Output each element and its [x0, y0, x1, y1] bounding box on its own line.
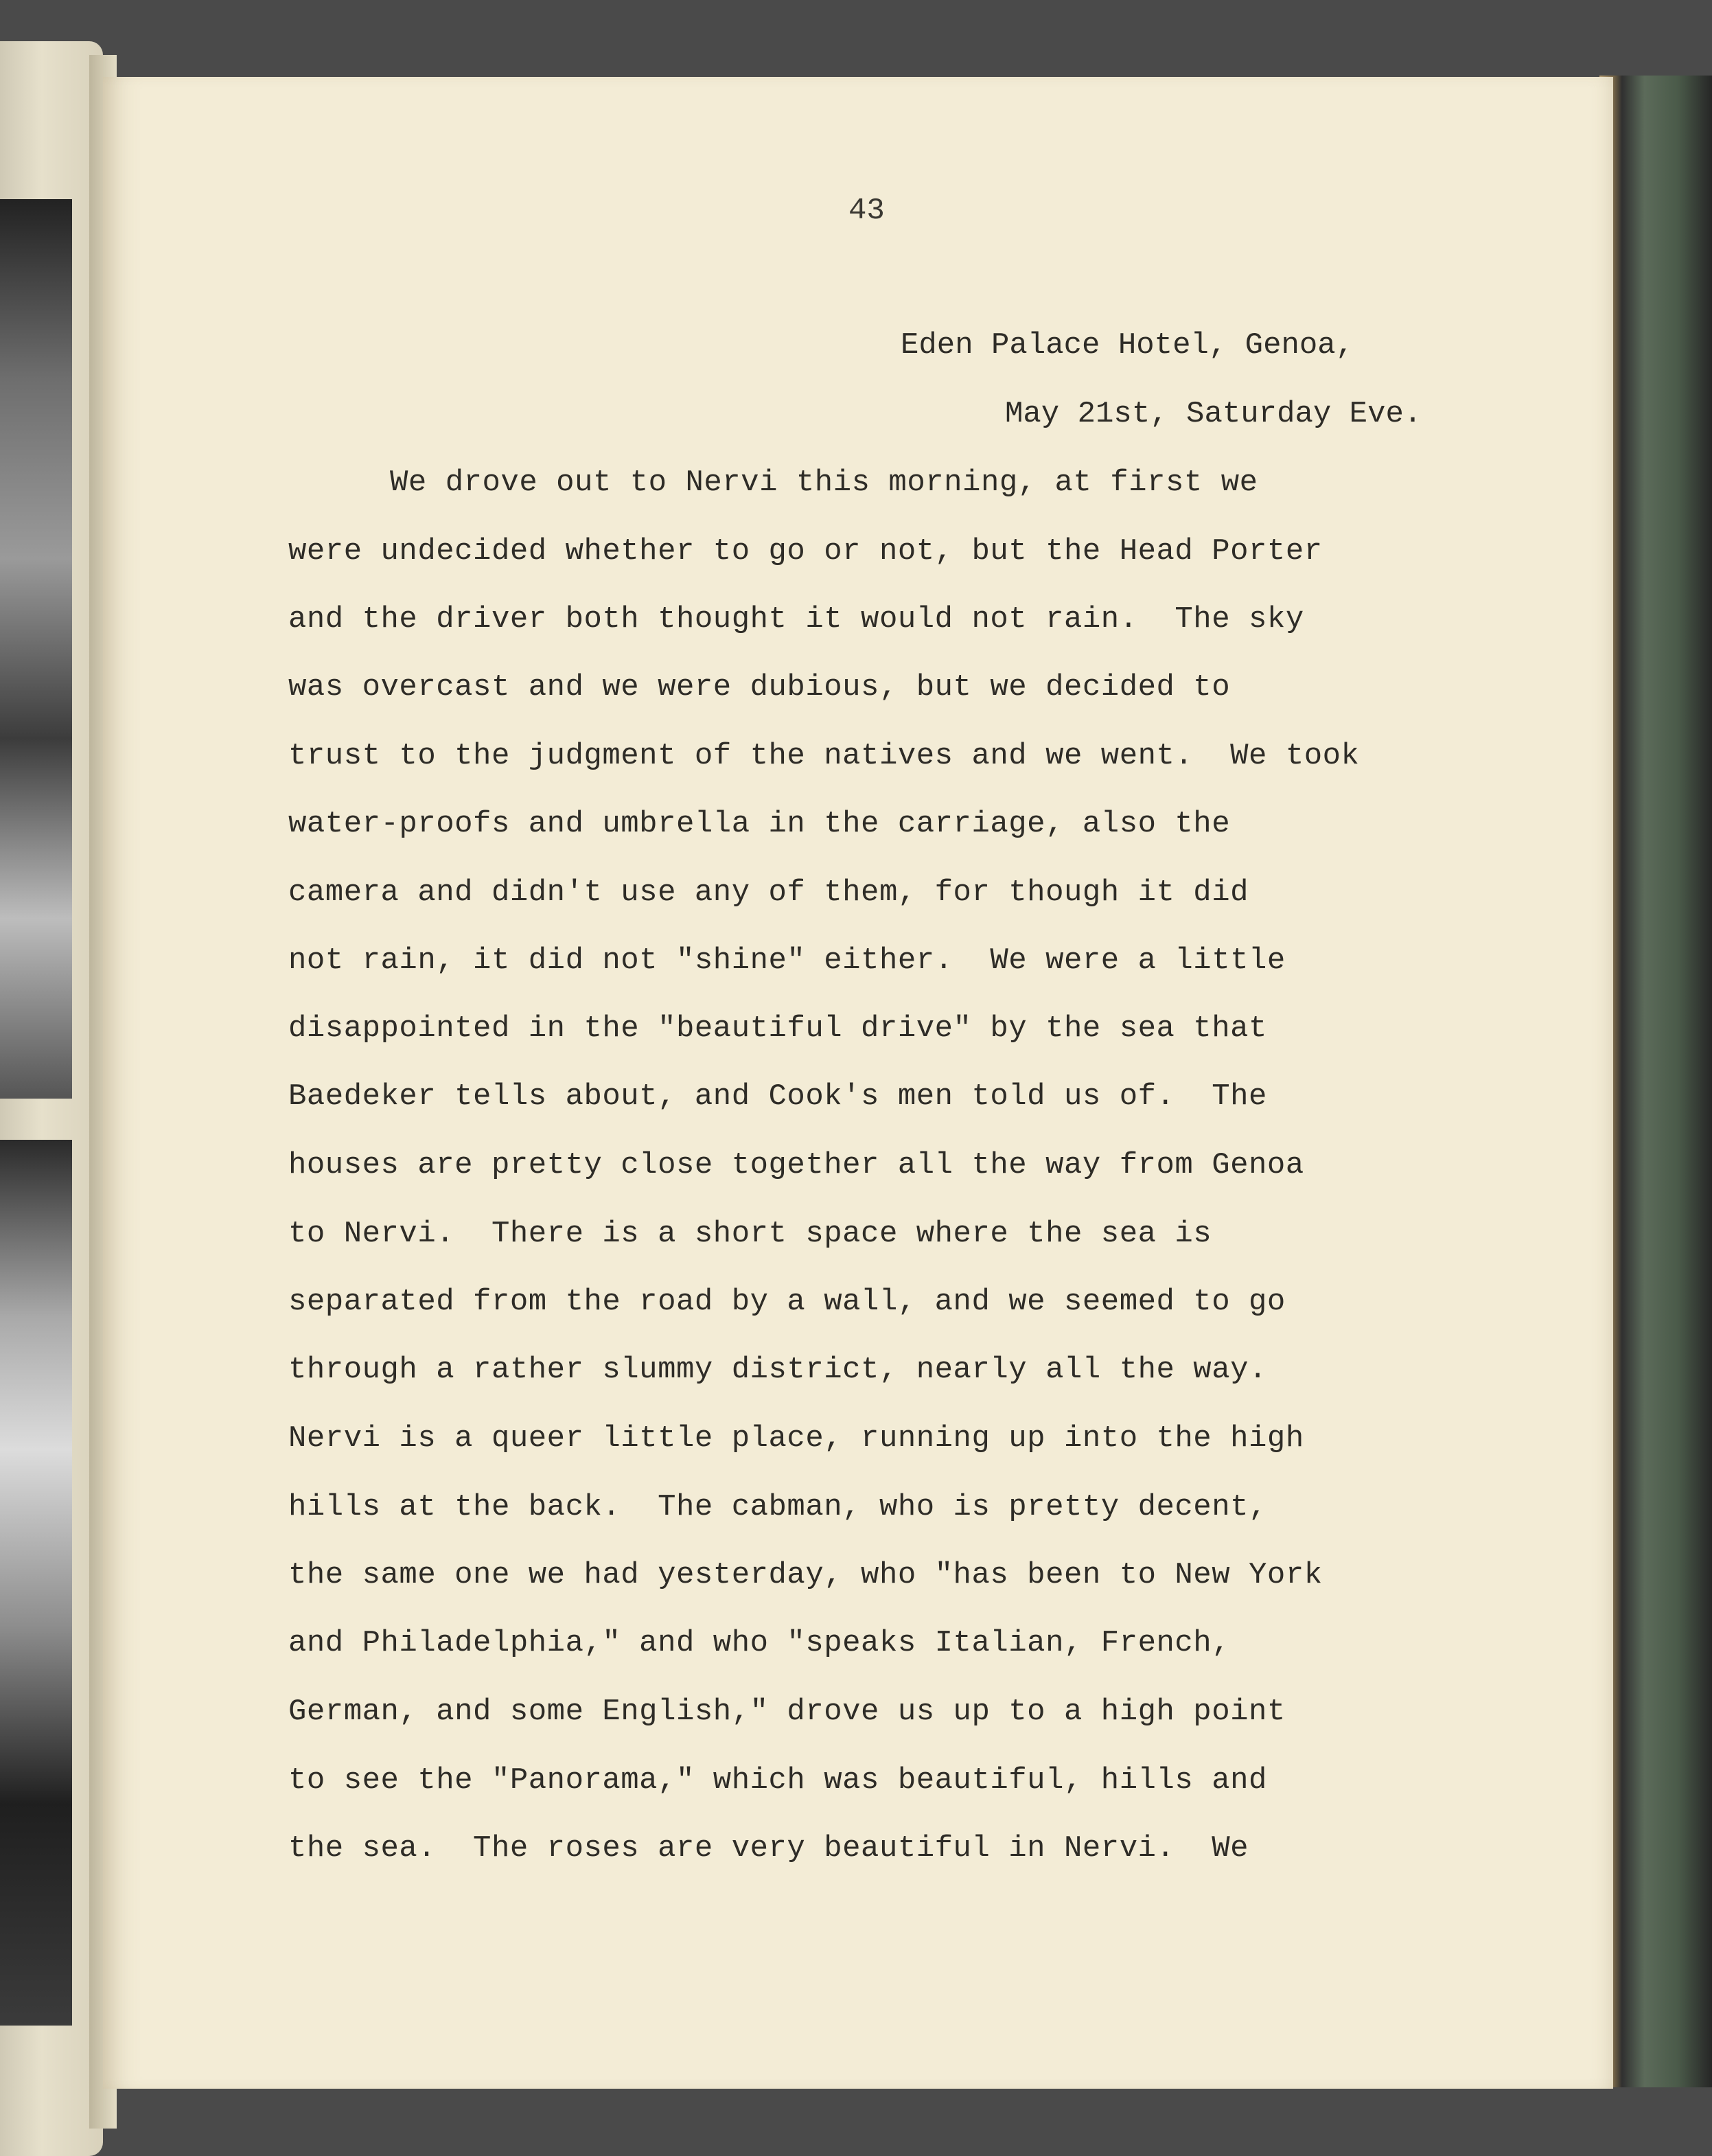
left-page-fragment	[0, 41, 103, 2156]
text-line: to Nervi. There is a short space where the sea is	[288, 1217, 1212, 1251]
text-line: Baedeker tells about, and Cook's men told us of. The	[288, 1079, 1267, 1114]
text-line: not rain, it did not "shine" either. We were a little	[288, 943, 1286, 978]
text-line: trust to the judgment of the natives and we went. We took	[288, 739, 1360, 773]
heading-date: May 21st, Saturday Eve.	[1005, 397, 1422, 431]
text-line: houses are pretty close together all the way from Genoa	[288, 1148, 1304, 1182]
text-line: the same one we had yesterday, who "has been to New York	[288, 1558, 1323, 1592]
heading-location: Eden Palace Hotel, Genoa,	[901, 328, 1354, 363]
text-line: camera and didn't use any of them, for though it did	[288, 875, 1249, 910]
text-line: and the driver both thought it would not rain. The sky	[288, 602, 1304, 637]
text-line: separated from the road by a wall, and we seemed to go	[288, 1285, 1286, 1319]
text-line: water-proofs and umbrella in the carriage, also the	[288, 807, 1231, 841]
text-line: disappointed in the "beautiful drive" by the sea that	[288, 1011, 1267, 1046]
pasted-photograph-bottom	[0, 1140, 72, 2026]
text-line: Nervi is a queer little place, running up into the high	[288, 1421, 1304, 1456]
text-line: and Philadelphia," and who "speaks Italian, French,	[288, 1626, 1231, 1660]
book-cover-edge	[1599, 76, 1712, 2087]
text-line: to see the "Panorama," which was beautiful, hills and	[288, 1763, 1267, 1798]
text-line: We drove out to Nervi this morning, at first we	[390, 466, 1258, 500]
text-line: through a rather slummy district, nearly all the way.	[288, 1353, 1267, 1387]
text-line: was overcast and we were dubious, but we decided to	[288, 670, 1231, 704]
text-line: German, and some English," drove us up to a high point	[288, 1695, 1286, 1729]
pasted-photograph-top	[0, 199, 72, 1099]
text-line: the sea. The roses are very beautiful in Nervi. We	[288, 1831, 1249, 1866]
text-line: hills at the back. The cabman, who is pretty decent,	[288, 1490, 1267, 1524]
page-number: 43	[848, 194, 885, 228]
text-line: were undecided whether to go or not, but the Head Porter	[288, 534, 1323, 569]
